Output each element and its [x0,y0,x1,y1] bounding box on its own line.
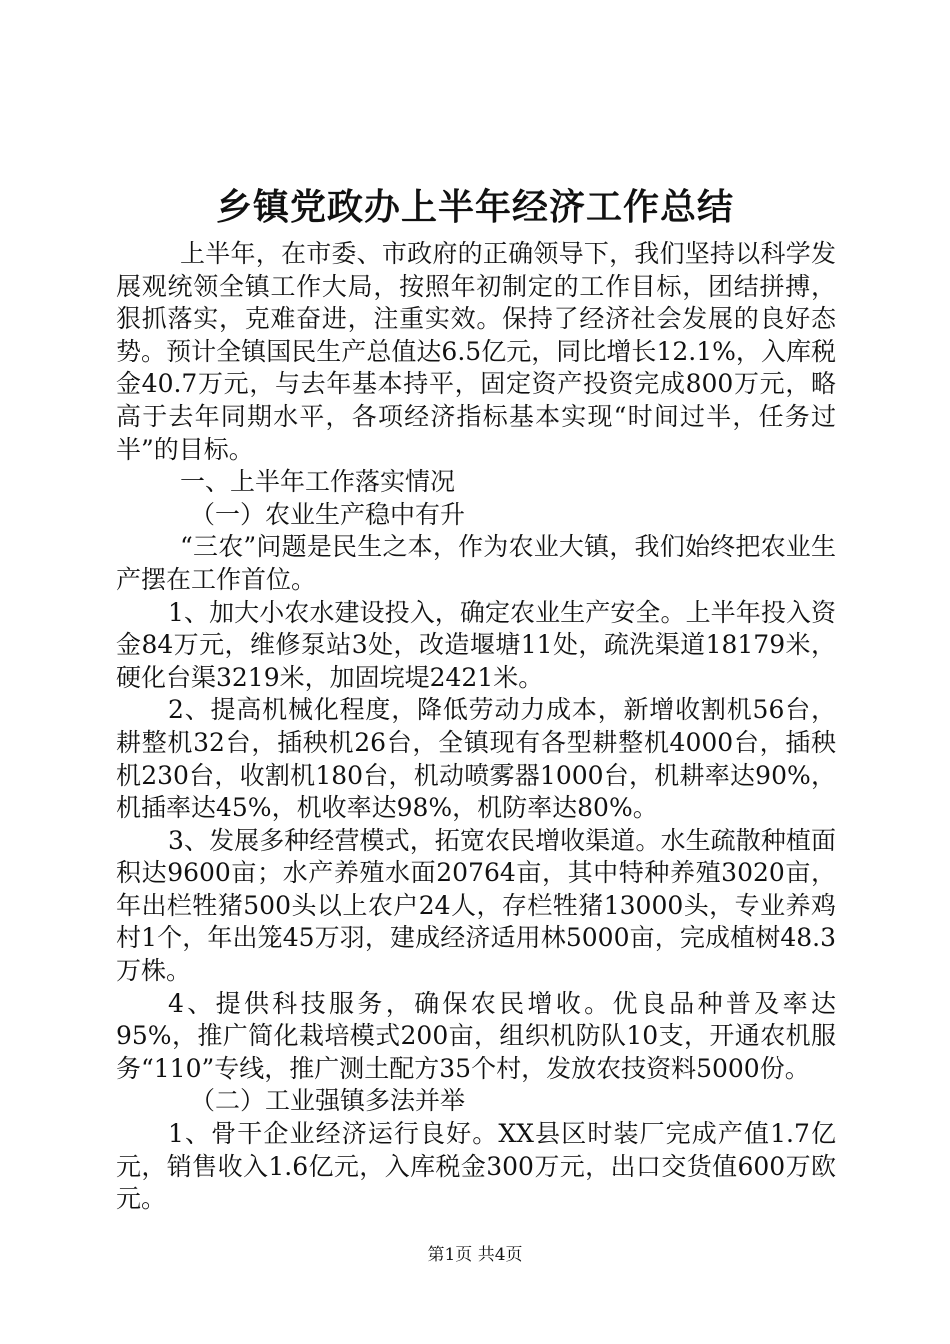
agriculture-item-2: 2、提高机械化程度，降低劳动力成本，新增收割机56台，耕整机32台，插秧机26台，全镇现有各型耕整机4000台，插秧机230台，收割机180台，机动喷雾器1000台，机耕率达90%，机插率达45%，机收率达98%，机防率达80%。 [116,695,836,823]
page-footer: 第1页 共4页 [427,1245,523,1265]
intro-paragraph: 上半年，在市委、市政府的正确领导下，我们坚持以科学发展观统领全镇工作大局，按照年初制定的工作目标，团结拼搏，狠抓落实，克难奋进，注重实效。保持了经济社会发展的良好态势。预计全镇国民生产总值达6.5亿元，同比增长12.1%，入库税金40.7万元，与去年基本持平，固定资产投资完成800万元，略高于去年同期水平，各项经济指标基本实现“时间过半，任务过半”的目标。 [116,239,836,464]
subsection-heading-agriculture: （一）农业生产稳中有升 [190,499,466,529]
document-title: 乡镇党政办上半年经济工作总结 [215,186,734,228]
section-heading-1: 一、上半年工作落实情况 [180,467,456,497]
agriculture-item-1: 1、加大小农水建设投入，确定农业生产安全。上半年投入资金84万元，维修泵站3处，改造堰塘11处，疏洗渠道18179米，硬化台渠3219米，加固垸堤2421米。 [116,597,836,692]
agriculture-item-3: 3、发展多种经营模式，拓宽农民增收渠道。水生疏散种植面积达9600亩；水产养殖水面20764亩，其中特种养殖3020亩，年出栏牲猪500头以上农户24人，存栏牲猪13000头，专业养鸡村1个，年出笼45万羽，建成经济适用林5000亩，完成植树48.3万株。 [116,825,836,986]
agriculture-item-4: 4、提供科技服务，确保农民增收。优良品种普及率达95%，推广简化栽培模式200亩，组织机防队10支，开通农机服务“110”专线，推广测土配方35个村，发放农技资料5000份。 [116,988,836,1083]
subsection-heading-industry: （二）工业强镇多法并举 [190,1086,466,1116]
agriculture-intro-paragraph: “三农”问题是民生之本，作为农业大镇，我们始终把农业生产摆在工作首位。 [116,532,836,594]
industry-item-1: 1、骨干企业经济运行良好。XX县区时装厂完成产值1.7亿元，销售收入1.6亿元，入库税金300万元，出口交货值600万欧元。 [116,1119,836,1214]
document-body [116,238,836,1216]
